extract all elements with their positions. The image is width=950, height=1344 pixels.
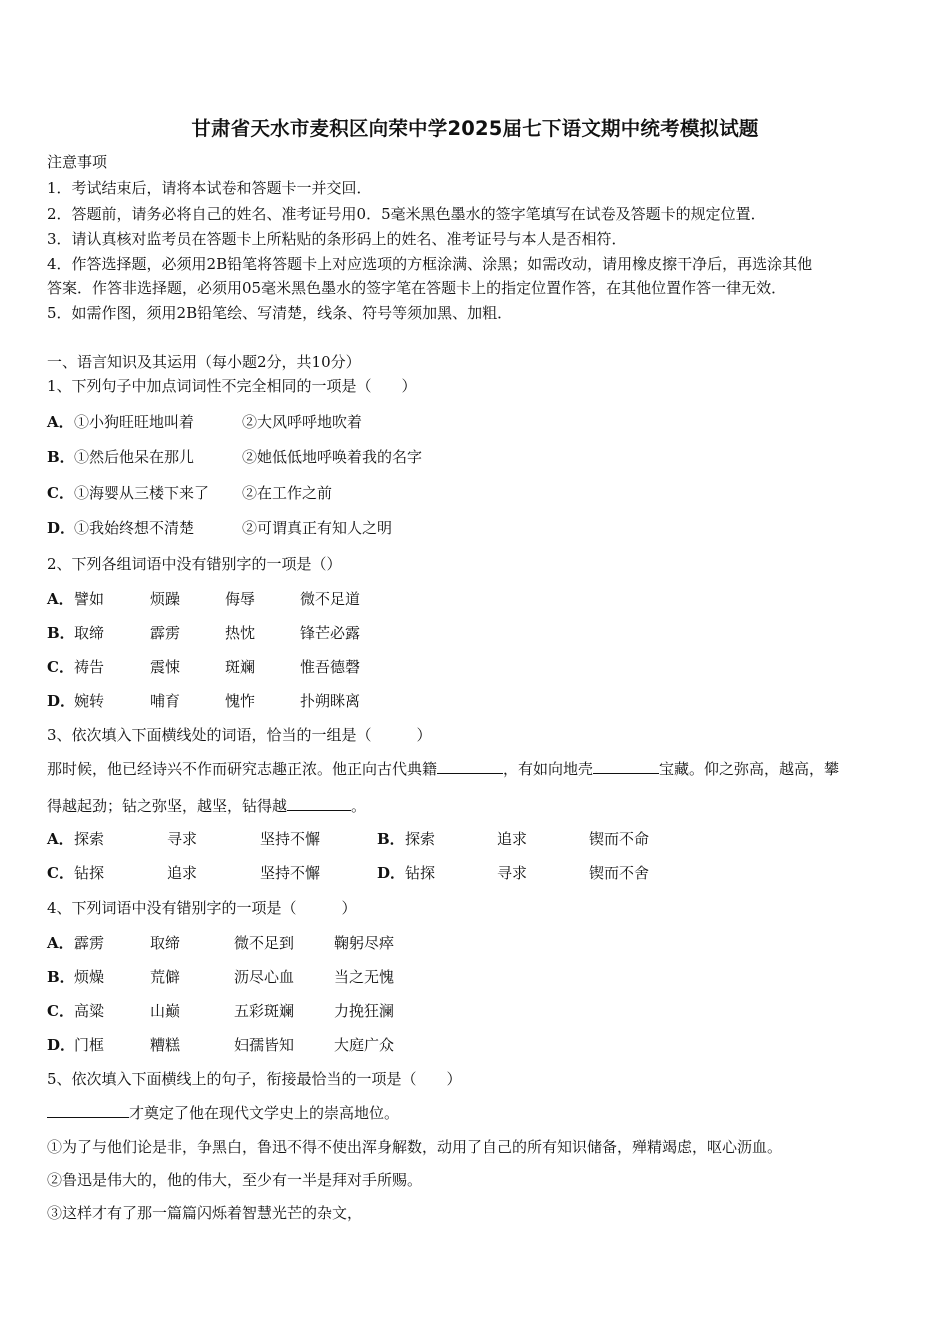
word: 寻求 bbox=[497, 864, 528, 882]
word: 力挽狂澜 bbox=[334, 1002, 395, 1020]
notice-item-4-cont: 答案．作答非选择题，必须用05毫米黑色墨水的签字笔在答题卡上的指定位置作答，在其他位置作答一律无效． bbox=[47, 279, 787, 297]
notice-item-4: 4．作答选择题，必须用2B铅笔将答题卡上对应选项的方框涂满、涂黑；如需改动，请用橡皮擦干净后，再选涂其他 bbox=[47, 255, 813, 273]
q5-blank-line bbox=[47, 1103, 399, 1123]
option-label: A． bbox=[47, 934, 74, 952]
word: 霹雳 bbox=[74, 934, 105, 952]
word: 扑朔眯离 bbox=[300, 692, 361, 710]
option-part-1: ①然后他呆在那儿 bbox=[74, 448, 195, 466]
word: 愧怍 bbox=[225, 692, 256, 710]
blank-tail-text: 才奠定了他在现代文学史上的崇高地位。 bbox=[129, 1104, 400, 1122]
word: 探索 bbox=[405, 830, 436, 848]
word: 鞠躬尽瘁 bbox=[334, 934, 395, 952]
word: 霹雳 bbox=[150, 624, 181, 642]
fill-blank-3 bbox=[287, 796, 351, 811]
option-label: B． bbox=[47, 624, 75, 642]
notice-heading: 注意事项 bbox=[47, 153, 108, 171]
q3-passage-line-1 bbox=[47, 759, 839, 779]
passage-text: ，有如向地壳 bbox=[503, 760, 594, 778]
word: 哺育 bbox=[150, 692, 181, 710]
q5-sentence-2: ②鲁迅是伟大的，他的伟大，至少有一半是拜对手所赐。 bbox=[47, 1171, 423, 1189]
option-label: A． bbox=[47, 413, 74, 431]
word: 坚持不懈 bbox=[260, 830, 321, 848]
option-part-2: ②大风呼呼地吹着 bbox=[242, 413, 363, 431]
question-3-stem: 3、依次填入下面横线处的词语，恰当的一组是（ ） bbox=[47, 726, 432, 744]
word: 探索 bbox=[74, 830, 105, 848]
question-1-stem: 1、下列句子中加点词词性不完全相同的一项是（ ） bbox=[47, 377, 417, 395]
question-2-stem: 2、下列各组词语中没有错别字的一项是（） bbox=[47, 555, 342, 573]
word: 五彩斑斓 bbox=[234, 1002, 295, 1020]
word: 山巅 bbox=[150, 1002, 181, 1020]
notice-item-3: 3．请认真核对监考员在答题卡上所粘贴的条形码上的姓名、准考证号与本人是否相符． bbox=[47, 230, 627, 248]
word: 沥尽心血 bbox=[234, 968, 295, 986]
word: 钻探 bbox=[405, 864, 436, 882]
fill-blank-1 bbox=[437, 759, 503, 774]
q5-sentence-3: ③这样才有了那一篇篇闪烁着智慧光芒的杂文， bbox=[47, 1204, 363, 1222]
word: 锲而不舍 bbox=[589, 864, 650, 882]
word: 烦燥 bbox=[74, 968, 105, 986]
word: 烦躁 bbox=[150, 590, 181, 608]
word: 追求 bbox=[167, 864, 198, 882]
option-label: D． bbox=[47, 1036, 76, 1054]
option-label: D． bbox=[47, 519, 76, 537]
passage-text: 那时候，他已经诗兴不作而研究志趣正浓。他正向古代典籍 bbox=[47, 760, 438, 778]
notice-item-5: 5．如需作图，须用2B铅笔绘、写清楚，线条、符号等须加黑、加粗． bbox=[47, 304, 513, 322]
notice-item-1: 1．考试结束后，请将本试卷和答题卡一并交回． bbox=[47, 179, 372, 197]
word: 寻求 bbox=[167, 830, 198, 848]
option-part-2: ②她低低地呼唤着我的名字 bbox=[242, 448, 423, 466]
option-part-1: ①我始终想不清楚 bbox=[74, 519, 195, 537]
word: 惟吾德磬 bbox=[300, 658, 361, 676]
word: 追求 bbox=[497, 830, 528, 848]
word: 祷告 bbox=[74, 658, 105, 676]
word: 取缔 bbox=[150, 934, 181, 952]
option-label: A． bbox=[47, 590, 74, 608]
q3-passage-line-2 bbox=[47, 796, 366, 816]
passage-text: 宝藏。仰之弥高，越高，攀 bbox=[659, 760, 840, 778]
fill-blank bbox=[47, 1103, 129, 1118]
word: 热忱 bbox=[225, 624, 256, 642]
option-label: C． bbox=[47, 1002, 74, 1020]
word: 锋芒必露 bbox=[300, 624, 361, 642]
option-part-2: ②在工作之前 bbox=[242, 484, 333, 502]
word: 高粱 bbox=[74, 1002, 105, 1020]
word: 侮辱 bbox=[225, 590, 256, 608]
question-4-stem: 4、下列词语中没有错别字的一项是（ ） bbox=[47, 899, 357, 917]
word: 譬如 bbox=[74, 590, 105, 608]
word: 坚持不懈 bbox=[260, 864, 321, 882]
option-label: B． bbox=[377, 830, 405, 848]
exam-title: 甘肃省天水市麦积区向荣中学2025届七下语文期中统考模拟试题 bbox=[191, 117, 759, 140]
fill-blank-2 bbox=[593, 759, 659, 774]
word: 荒僻 bbox=[150, 968, 181, 986]
option-part-2: ②可谓真正有知人之明 bbox=[242, 519, 393, 537]
q5-sentence-1: ①为了与他们论是非，争黑白，鲁迅不得不使出浑身解数，动用了自己的所有知识储备，殚精竭虑，呕心沥血。 bbox=[47, 1138, 783, 1156]
word: 当之无愧 bbox=[334, 968, 395, 986]
question-5-stem: 5、依次填入下面横线上的句子，衔接最恰当的一项是（ ） bbox=[47, 1070, 462, 1088]
option-label: B． bbox=[47, 968, 75, 986]
option-label: D． bbox=[47, 692, 76, 710]
word: 微不足到 bbox=[234, 934, 295, 952]
word: 震悚 bbox=[150, 658, 181, 676]
word: 取缔 bbox=[74, 624, 105, 642]
option-label: C． bbox=[47, 658, 74, 676]
option-part-1: ①小狗旺旺地叫着 bbox=[74, 413, 195, 431]
option-label: C． bbox=[47, 864, 74, 882]
section-heading: 一、语言知识及其运用（每小题2分，共10分） bbox=[47, 353, 361, 371]
passage-text: 得越起劲；钻之弥坚，越坚，钻得越 bbox=[47, 797, 288, 815]
word: 大庭广众 bbox=[334, 1036, 395, 1054]
option-label: C． bbox=[47, 484, 74, 502]
option-label: A． bbox=[47, 830, 74, 848]
word: 锲而不命 bbox=[589, 830, 650, 848]
notice-item-2: 2．答题前，请务必将自己的姓名、准考证号用0．5毫米黑色墨水的签字笔填写在试卷及答题卡的规定位置． bbox=[47, 205, 766, 223]
word: 门框 bbox=[74, 1036, 105, 1054]
option-label: D． bbox=[377, 864, 406, 882]
word: 糟糕 bbox=[150, 1036, 181, 1054]
option-label: B． bbox=[47, 448, 75, 466]
word: 钻探 bbox=[74, 864, 105, 882]
option-part-1: ①海婴从三楼下来了 bbox=[74, 484, 210, 502]
passage-text: 。 bbox=[351, 797, 367, 815]
word: 斑斓 bbox=[225, 658, 256, 676]
word: 微不足道 bbox=[300, 590, 361, 608]
word: 婉转 bbox=[74, 692, 105, 710]
word: 妇孺皆知 bbox=[234, 1036, 295, 1054]
